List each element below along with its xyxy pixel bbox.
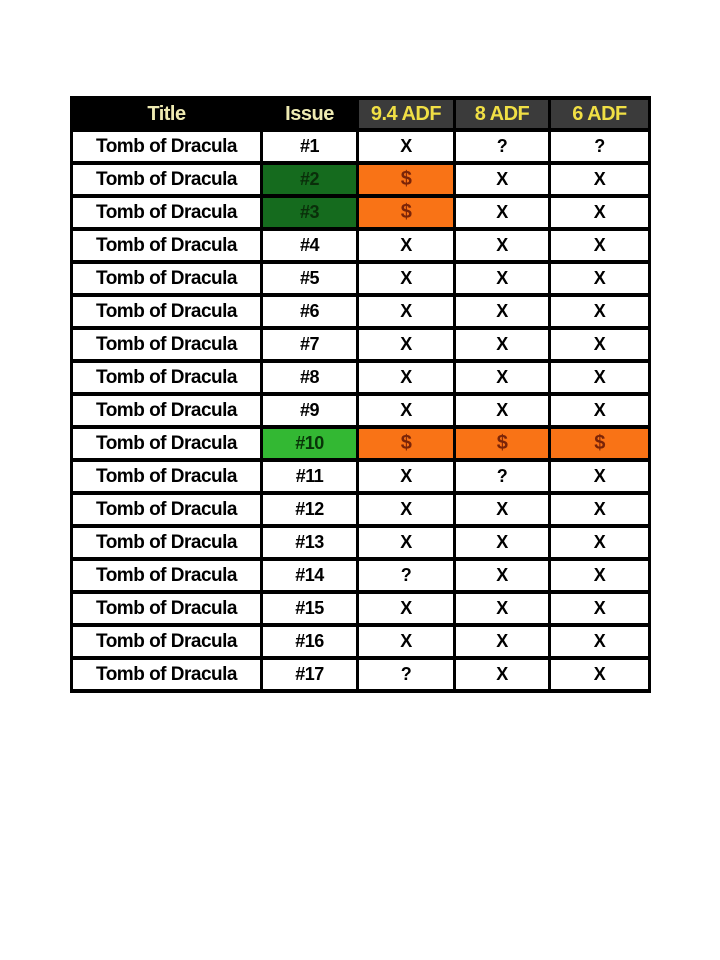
- issue-cell: #10: [262, 427, 358, 460]
- title-cell: Tomb of Dracula: [72, 592, 262, 625]
- grade-cell: X: [550, 559, 650, 592]
- grade-cell: $: [455, 427, 550, 460]
- grade-cell: X: [358, 295, 455, 328]
- issue-cell: #1: [262, 130, 358, 163]
- column-header-title: Title: [72, 98, 262, 130]
- title-cell: Tomb of Dracula: [72, 625, 262, 658]
- issue-cell: #14: [262, 559, 358, 592]
- grade-cell: X: [550, 625, 650, 658]
- grade-cell: X: [455, 163, 550, 196]
- grade-cell: X: [455, 625, 550, 658]
- title-cell: Tomb of Dracula: [72, 559, 262, 592]
- grade-cell: $: [358, 163, 455, 196]
- grade-cell: X: [455, 328, 550, 361]
- grade-cell: $: [358, 196, 455, 229]
- grade-cell: X: [550, 493, 650, 526]
- title-cell: Tomb of Dracula: [72, 493, 262, 526]
- title-cell: Tomb of Dracula: [72, 163, 262, 196]
- grade-cell: X: [455, 394, 550, 427]
- title-cell: Tomb of Dracula: [72, 460, 262, 493]
- column-header-9-4-adf: 9.4 ADF: [358, 98, 455, 130]
- table-row: [72, 460, 650, 493]
- title-cell: Tomb of Dracula: [72, 196, 262, 229]
- column-header-6-adf: 6 ADF: [550, 98, 650, 130]
- grade-cell: X: [550, 229, 650, 262]
- issue-cell: #4: [262, 229, 358, 262]
- issue-cell: #8: [262, 361, 358, 394]
- grade-cell: X: [455, 262, 550, 295]
- table-row: [72, 328, 650, 361]
- grade-cell: X: [455, 559, 550, 592]
- title-cell: Tomb of Dracula: [72, 526, 262, 559]
- grade-cell: X: [550, 295, 650, 328]
- issue-cell: #17: [262, 658, 358, 691]
- grade-cell: X: [455, 196, 550, 229]
- grade-cell: X: [455, 526, 550, 559]
- issue-cell: #15: [262, 592, 358, 625]
- issue-cell: #11: [262, 460, 358, 493]
- grade-cell: ?: [455, 460, 550, 493]
- issue-cell: #6: [262, 295, 358, 328]
- grade-cell: ?: [358, 658, 455, 691]
- grade-cell: X: [550, 526, 650, 559]
- title-cell: Tomb of Dracula: [72, 328, 262, 361]
- issue-cell: #13: [262, 526, 358, 559]
- table-row: [72, 196, 650, 229]
- grade-cell: X: [358, 493, 455, 526]
- grade-cell: X: [358, 328, 455, 361]
- grade-cell: ?: [455, 130, 550, 163]
- grade-cell: X: [550, 196, 650, 229]
- issue-cell: #16: [262, 625, 358, 658]
- grade-cell: X: [358, 460, 455, 493]
- issue-cell: #12: [262, 493, 358, 526]
- grade-cell: X: [358, 592, 455, 625]
- grade-cell: ?: [550, 130, 650, 163]
- table-row: [72, 559, 650, 592]
- grade-cell: X: [550, 658, 650, 691]
- table-row: [72, 262, 650, 295]
- grade-cell: X: [358, 526, 455, 559]
- table-row: [72, 163, 650, 196]
- grade-cell: X: [358, 361, 455, 394]
- grade-cell: X: [550, 361, 650, 394]
- table-row: [72, 625, 650, 658]
- title-cell: Tomb of Dracula: [72, 361, 262, 394]
- title-cell: Tomb of Dracula: [72, 427, 262, 460]
- grade-cell: ?: [358, 559, 455, 592]
- title-cell: Tomb of Dracula: [72, 229, 262, 262]
- grade-cell: X: [358, 625, 455, 658]
- title-cell: Tomb of Dracula: [72, 130, 262, 163]
- title-cell: Tomb of Dracula: [72, 658, 262, 691]
- column-header-issue: Issue: [262, 98, 358, 130]
- grade-cell: X: [358, 130, 455, 163]
- grade-cell: X: [455, 361, 550, 394]
- grade-cell: $: [550, 427, 650, 460]
- title-cell: Tomb of Dracula: [72, 295, 262, 328]
- grade-cell: X: [455, 658, 550, 691]
- title-cell: Tomb of Dracula: [72, 394, 262, 427]
- table-row: [72, 361, 650, 394]
- column-header-8-adf: 8 ADF: [455, 98, 550, 130]
- table-row: [72, 493, 650, 526]
- issue-cell: #2: [262, 163, 358, 196]
- table-row: [72, 658, 650, 691]
- grade-cell: X: [455, 592, 550, 625]
- header-row: [72, 98, 650, 130]
- grade-cell: X: [358, 394, 455, 427]
- grade-cell: X: [550, 394, 650, 427]
- grade-cell: $: [358, 427, 455, 460]
- issue-cell: #9: [262, 394, 358, 427]
- grade-cell: X: [550, 328, 650, 361]
- table-row: [72, 229, 650, 262]
- comic-checklist: [70, 96, 651, 693]
- grade-cell: X: [455, 493, 550, 526]
- grade-cell: X: [455, 295, 550, 328]
- grade-cell: X: [550, 592, 650, 625]
- comic-checklist-table: [70, 96, 651, 693]
- grade-cell: X: [550, 262, 650, 295]
- grade-cell: X: [550, 460, 650, 493]
- grade-cell: X: [455, 229, 550, 262]
- issue-cell: #3: [262, 196, 358, 229]
- table-row: [72, 592, 650, 625]
- table-row: [72, 427, 650, 460]
- issue-cell: #5: [262, 262, 358, 295]
- title-cell: Tomb of Dracula: [72, 262, 262, 295]
- table-row: [72, 295, 650, 328]
- table-row: [72, 394, 650, 427]
- table-row: [72, 526, 650, 559]
- grade-cell: X: [550, 163, 650, 196]
- grade-cell: X: [358, 229, 455, 262]
- table-row: [72, 130, 650, 163]
- issue-cell: #7: [262, 328, 358, 361]
- table-body: [72, 130, 650, 691]
- grade-cell: X: [358, 262, 455, 295]
